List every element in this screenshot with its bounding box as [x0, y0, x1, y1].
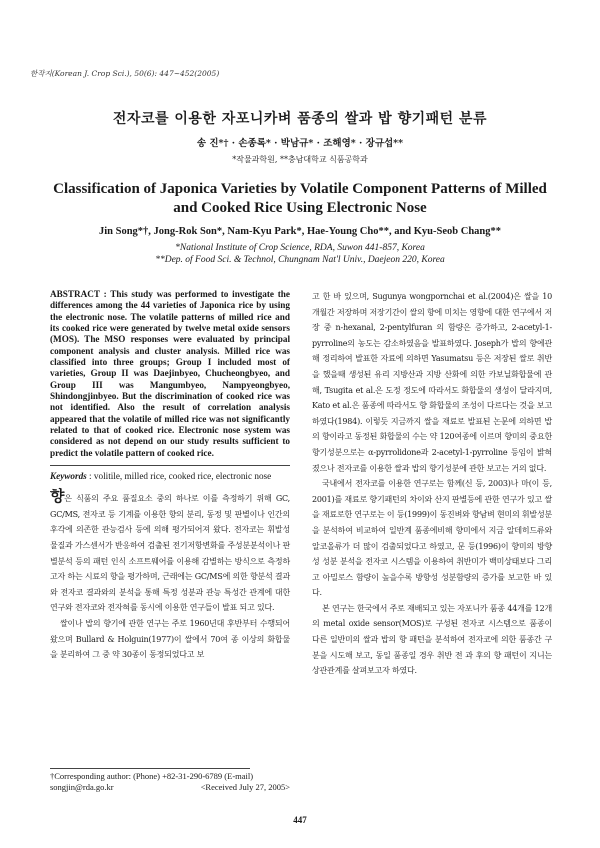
korean-title: 전자코를 이용한 자포니카벼 품종의 쌀과 밥 향기패턴 분류 [112, 111, 488, 127]
received-date: <Received July 27, 2005> [200, 782, 290, 792]
abstract [50, 289, 290, 459]
korean-affiliations: *작물과학원, **충남대학교 식품공학과 [232, 155, 368, 164]
keywords-label: Keywords [50, 471, 87, 482]
journal-reference: 한작지(Korean J. Crop Sci.), 50(6): 447~452(2005) [30, 69, 220, 78]
left-column [50, 289, 290, 663]
footnote [50, 771, 290, 793]
drop-cap: 향 [50, 487, 65, 506]
affiliation-line-2: **Dep. of Food Sci. & Technol, Chungnam Nat'l Univ., Daejeon 220, Korea [155, 255, 445, 265]
intro-paragraph-4: 본 연구는 한국에서 주로 재배되고 있는 자포니카 품종 44개를 12개의 metal oxide sensor(MOS)로 구성된 전자코 시스템으로 품종이 다른 일반미의 쌀과 밥의 향 패턴을 분석하여 전자코에 의한 품종간 구분을 시도해 보고, 동일 품종일 경우 취반 전 과 후의 향 패턴이 지니는 상관관계를 살펴보고자 하였다. [312, 603, 552, 676]
abstract-text: This study was performed to investigate the differences among the 44 varieties of Japonica rice by using the electronic nose. The volatile patterns of milled rice and its cooked rice were generated by twelve metal oxide sensors (MOS). The MSO responses were evaluated by principal component analysis and cluster analysis. Milled rice was classified into three groups; Group I included most of varieties, Group II was Daejinbyeo, Chucheongbyeo, and Group III was Mangumbyeo, Nampyeongbyeo, Shindongjinbyeo. But the discrimination of cooked rice was not identified. Also the result of correlation analysis appeared that the volatile of milled rice was not significantly related to that of cooked rice. Electronic nose system was considered as not depend on our study results sufficient to predict the volatile pattern of cooked rice. [50, 289, 290, 458]
intro-paragraph-1-text: 은 식품의 주요 품질요소 중의 하나로 이를 측정하기 위해 GC, GC/MS, 전자코 등 기계를 이용한 향의 분리, 동정 및 판별이나 인간의 후각에 의존한 관능검사 등에 의해 평가되어져 왔다. 전자코는 휘발성 물질과 가스센서가 반응하여 검출된 전기저항변화를 주성분분석이나 판별분석 등의 패턴 인식 소프트웨어를 이용해 감별하는 방식으로 측정하고자 하는 시료의 향을 평가하며, 근래에는 GC/MS에 의한 향분석 결과와 전자코 결과와의 분석을 통해 특정 성분과 관능 특성간 관계에 대한 연구와 전자코와 전자혀를 동시에 이용한 연구들이 발표 되고 있다. [50, 494, 290, 613]
corresponding-author: †Corresponding author: (Phone) +82-31-290-6789 (E-mail) songjin@rda.go.kr [50, 771, 254, 792]
korean-authors: 송 진*† · 손종록* · 박남규* · 조해영* · 장규섭** [196, 138, 404, 149]
page-number: 447 [293, 815, 307, 825]
abstract-divider [50, 465, 290, 466]
intro-paragraph-2: 쌀이나 밥의 향기에 관한 연구는 주로 1960년대 후반부터 수행되어 왔으며 Bullard & Holguin(1977)이 쌀에서 70여 종 이상의 화합물을 분리하여 그 중 약 30종이 동정되었다고 보 [50, 618, 290, 660]
abstract-label: ABSTRACT : [50, 289, 107, 299]
right-column [312, 289, 552, 679]
english-authors: Jin Song*†, Jong-Rok Son*, Nam-Kyu Park*, Hae-Young Cho**, and Kyu-Seob Chang** [99, 226, 501, 237]
intro-paragraph-3: 국내에서 전자코를 이용한 연구로는 함께(신 등, 2003)나 마(이 등, 2001)를 재료로 향기패턴의 차이와 산지 판별등에 관한 연구가 있고 쌀을 재료로한 연구로는 이 등(1999)이 동진벼와 향남벼 현미의 휘발성분을 분석하여 비교하여 일반계 품종에비해 향미에서 지금 알데히드류와 알코올류가 더 많이 검출되었다고 하였고, 문 등(1996)이 향미의 방향성 성분 분석을 전자코 시스템을 이용하여 취반미가 백미상태보다 그리고 아밀로스 함량이 높을수록 방향성 성분함량의 증가를 보고한 바 있다. [312, 479, 552, 598]
footnote-divider [50, 768, 250, 769]
intro-paragraph-1 [50, 489, 290, 616]
affiliation-line-1: *National Institute of Crop Science, RDA, Suwon 441-857, Korea [175, 243, 425, 253]
english-affiliations [0, 242, 600, 266]
english-title: Classification of Japonica Varieties by Volatile Component Patterns of Milled and Cooked Rice Using Electronic Nose [53, 181, 547, 216]
keywords-text: : volitile, milled rice, cooked rice, electronic nose [89, 471, 272, 482]
keywords [50, 471, 290, 481]
intro-paragraph-2-continued: 고 한 바 있으며, Sugunya wongpornchai et al.(2004)은 쌀을 10개월간 저장하며 저장기간이 쌀의 향에 미치는 영향에 대한 연구에서 저장 중 n-hexanal, 2-pentylfuran 의 함량은 증가하고, 2-acetyl-1-pyrroline의 농도는 감소하였음을 발표하였다. Joseph가 밥의 향에관해 정리하여 발표한 자료에 의하면 Yasumatsu 등은 저장된 쌀로 취반을 했을때 생성된 유리 지방산과 지방 산화에 의한 카보닐화합물에 관해, Tsugita et al.은 도정 정도에 따라서도 화합물의 생성이 달라지며, Kato et al.은 품종에 따라서도 향 화합물의 조성이 다르다는 것을 보고하였다(1984). 이렇듯 지금까지 쌀을 재료로 발표된 논문에 의하면 밥의 향이라고 동정된 화합물의 수는 약 120여종에 이르며 향미의 중요한 향기성분으로는 α-pyrrolidone과 2-acetyl-1-pyrroline 등임이 밝혀졌으나 전자코를 이용한 쌀과 밥의 향기성분에 관한 보고는 거의 없다. [312, 292, 552, 473]
